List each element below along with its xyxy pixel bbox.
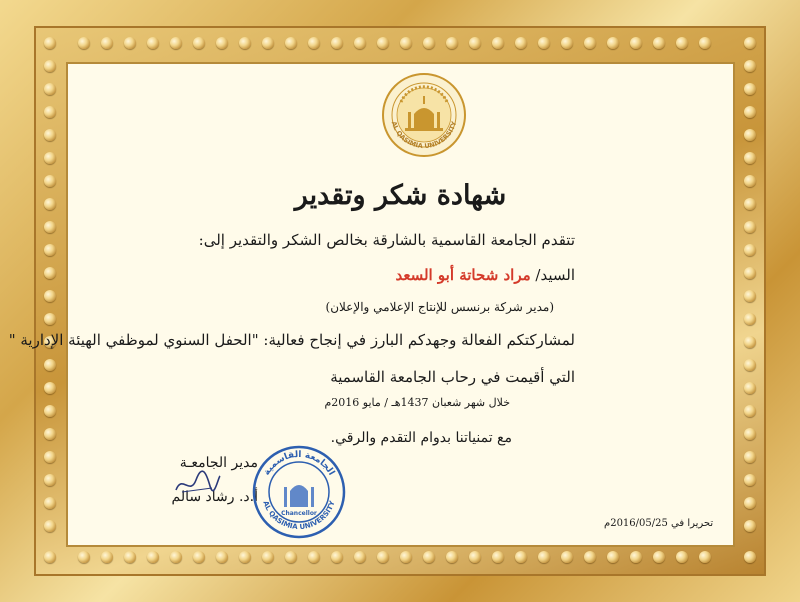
frame-bead bbox=[744, 106, 756, 118]
frame-bead bbox=[400, 551, 412, 563]
frame-bead bbox=[744, 405, 756, 417]
salutation: السيد/ bbox=[535, 266, 575, 284]
frame-bead bbox=[147, 551, 159, 563]
seal-arc-text: AL QASIMIA UNIVERSITY bbox=[389, 120, 459, 151]
frame-bead bbox=[216, 37, 228, 49]
frame-bead bbox=[515, 551, 527, 563]
frame-bead bbox=[607, 551, 619, 563]
frame-bead bbox=[44, 474, 56, 486]
frame-bead bbox=[744, 37, 756, 49]
frame-bead bbox=[216, 551, 228, 563]
frame-bead bbox=[446, 37, 458, 49]
frame-bead bbox=[44, 60, 56, 72]
frame-bead bbox=[744, 83, 756, 95]
frame-bead bbox=[744, 290, 756, 302]
frame-bead bbox=[44, 405, 56, 417]
frame-bead bbox=[44, 359, 56, 371]
frame-bead bbox=[44, 428, 56, 440]
recipient-name: مراد شحاتة أبو السعد bbox=[395, 266, 531, 284]
frame-bead bbox=[699, 37, 711, 49]
frame-bead bbox=[744, 451, 756, 463]
frame-bead bbox=[377, 37, 389, 49]
frame-bead bbox=[744, 152, 756, 164]
frame-bead bbox=[44, 520, 56, 532]
frame-bead bbox=[101, 551, 113, 563]
frame-bead bbox=[744, 60, 756, 72]
frame-bead bbox=[630, 37, 642, 49]
frame-bead bbox=[124, 37, 136, 49]
frame-bead bbox=[744, 175, 756, 187]
frame-bead bbox=[78, 37, 90, 49]
frame-bead bbox=[262, 551, 274, 563]
frame-bead bbox=[515, 37, 527, 49]
frame-bead bbox=[124, 551, 136, 563]
frame-bead bbox=[744, 551, 756, 563]
frame-bead bbox=[239, 551, 251, 563]
frame-bead bbox=[584, 37, 596, 49]
reason-text: لمشاركتكم الفعالة وجهدكم البارز في إنجاح فعالية: "الحفل السنوي لموظفي الهيئة الإدارية " bbox=[8, 331, 575, 349]
frame-bead bbox=[147, 37, 159, 49]
frame-bead bbox=[744, 336, 756, 348]
stamp-center-text: Chancellor bbox=[281, 510, 317, 517]
frame-bead bbox=[44, 129, 56, 141]
frame-bead bbox=[44, 290, 56, 302]
recipient-position: (مدير شركة برنسس للإنتاج الإعلامي والإعلان) bbox=[325, 300, 554, 314]
frame-bead bbox=[377, 551, 389, 563]
university-stamp-icon bbox=[252, 445, 346, 539]
frame-bead bbox=[744, 221, 756, 233]
stamp-arabic-text: الجامعة القاسمية bbox=[261, 449, 337, 478]
frame-bead bbox=[44, 451, 56, 463]
frame-bead bbox=[101, 37, 113, 49]
signatory-name: أ.د. رشاد سالم bbox=[171, 489, 258, 505]
frame-bead bbox=[262, 37, 274, 49]
handwritten-signature bbox=[172, 468, 222, 498]
frame-bead bbox=[354, 37, 366, 49]
frame-bead bbox=[744, 474, 756, 486]
issue-date: تحريرا في 2016/05/25م bbox=[604, 518, 714, 529]
frame-bead bbox=[744, 267, 756, 279]
frame-bead bbox=[44, 221, 56, 233]
frame-bead bbox=[744, 313, 756, 325]
frame-bead bbox=[744, 428, 756, 440]
frame-bead bbox=[744, 497, 756, 509]
frame-bead bbox=[44, 244, 56, 256]
intro-text: تتقدم الجامعة القاسمية بالشارقة بخالص الشكر والتقدير إلى: bbox=[198, 231, 575, 249]
frame-bead bbox=[744, 198, 756, 210]
wishes-text: مع تمنياتنا بدوام التقدم والرقي. bbox=[330, 430, 512, 446]
frame-bead bbox=[469, 551, 481, 563]
frame-bead bbox=[44, 37, 56, 49]
signatory-title: مدير الجامعـة bbox=[179, 455, 258, 471]
frame-bead bbox=[354, 551, 366, 563]
frame-bead bbox=[44, 382, 56, 394]
frame-bead bbox=[331, 37, 343, 49]
frame-bead bbox=[446, 551, 458, 563]
frame-bead bbox=[285, 37, 297, 49]
frame-bead bbox=[44, 267, 56, 279]
frame-bead bbox=[44, 106, 56, 118]
frame-bead bbox=[492, 551, 504, 563]
frame-bead bbox=[607, 37, 619, 49]
frame-bead bbox=[744, 382, 756, 394]
frame-bead bbox=[561, 551, 573, 563]
frame-bead bbox=[44, 198, 56, 210]
frame-bead bbox=[44, 497, 56, 509]
university-logo-icon bbox=[381, 72, 467, 158]
frame-bead bbox=[492, 37, 504, 49]
frame-bead bbox=[423, 37, 435, 49]
certificate-title: شهادة شكر وتقدير bbox=[294, 180, 507, 211]
frame-bead bbox=[44, 83, 56, 95]
frame-bead bbox=[676, 37, 688, 49]
frame-bead bbox=[44, 152, 56, 164]
recipient-line bbox=[395, 266, 575, 284]
period-text: خلال شهر شعبان 1437هـ / مايو 2016م bbox=[324, 396, 510, 409]
frame-bead bbox=[630, 551, 642, 563]
frame-bead bbox=[308, 37, 320, 49]
frame-bead bbox=[331, 551, 343, 563]
venue-text: التي أقيمت في رحاب الجامعة القاسمية bbox=[330, 368, 575, 386]
frame-bead bbox=[744, 129, 756, 141]
frame-bead bbox=[653, 551, 665, 563]
frame-bead bbox=[170, 551, 182, 563]
frame-bead bbox=[44, 551, 56, 563]
frame-bead bbox=[676, 551, 688, 563]
frame-bead bbox=[423, 551, 435, 563]
frame-bead bbox=[561, 37, 573, 49]
stamp-english-text: AL QASIMIA UNIVERSITY bbox=[261, 499, 337, 532]
frame-bead bbox=[653, 37, 665, 49]
frame-bead bbox=[193, 551, 205, 563]
frame-bead bbox=[44, 313, 56, 325]
frame-bead bbox=[538, 551, 550, 563]
frame-bead bbox=[538, 37, 550, 49]
frame-bead bbox=[744, 359, 756, 371]
frame-bead bbox=[239, 37, 251, 49]
frame-bead bbox=[285, 551, 297, 563]
frame-bead bbox=[744, 244, 756, 256]
frame-bead bbox=[170, 37, 182, 49]
frame-bead bbox=[193, 37, 205, 49]
frame-bead bbox=[44, 175, 56, 187]
frame-bead bbox=[584, 551, 596, 563]
frame-bead bbox=[469, 37, 481, 49]
frame-bead bbox=[78, 551, 90, 563]
frame-bead bbox=[400, 37, 412, 49]
frame-bead bbox=[308, 551, 320, 563]
frame-bead bbox=[699, 551, 711, 563]
frame-bead bbox=[744, 520, 756, 532]
